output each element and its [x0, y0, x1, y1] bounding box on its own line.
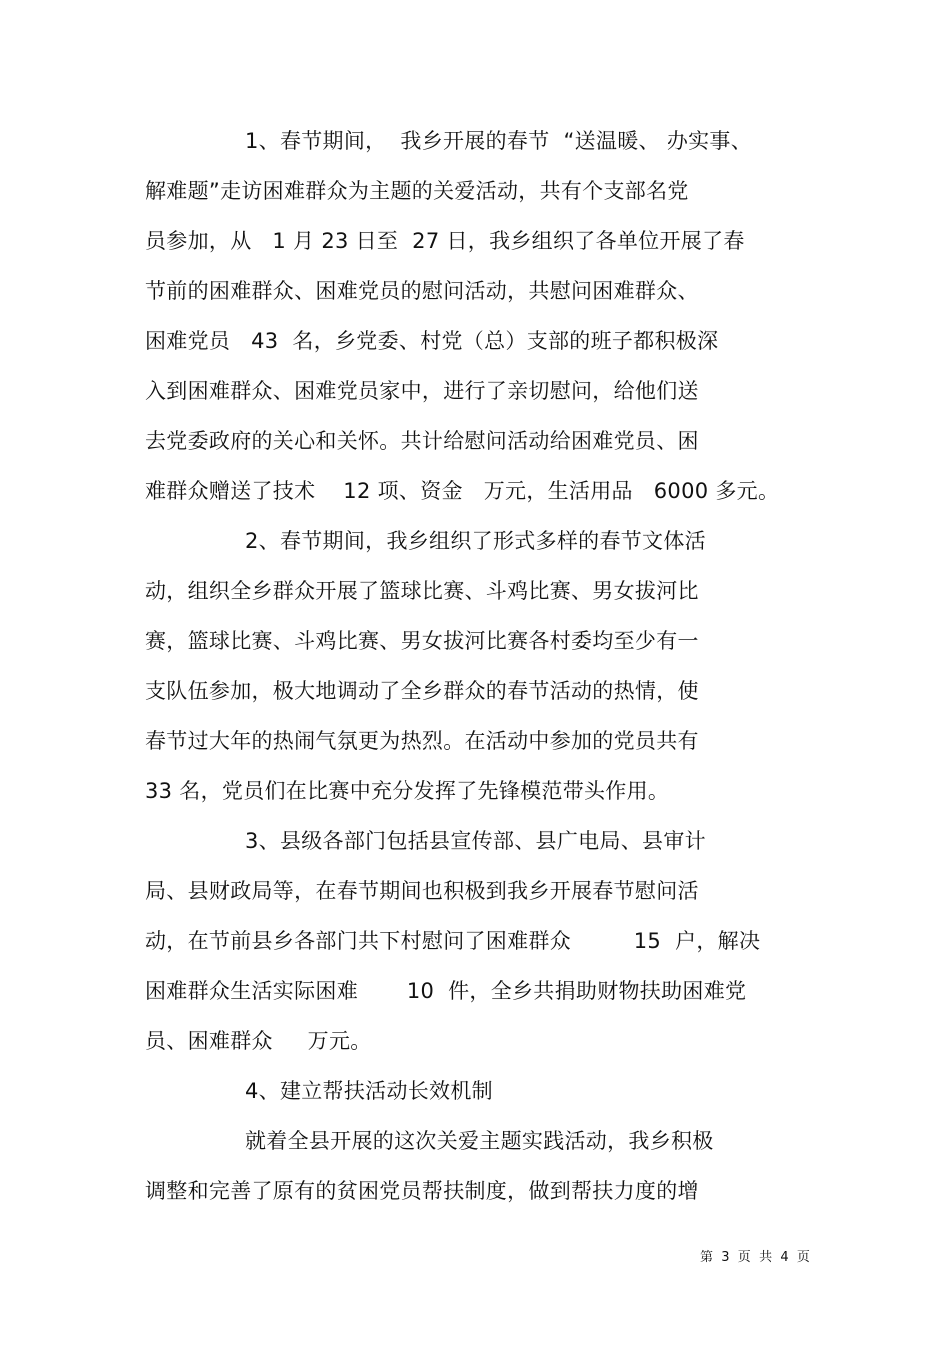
text-line: 入到困难群众、困难党员家中，进行了亲切慰问，给他们送 [145, 379, 699, 403]
text-line: 赛，篮球比赛、斗鸡比赛、男女拔河比赛各村委均至少有一 [145, 629, 699, 653]
text-line: 困难群众生活实际困难 10 件，全乡共捐助财物扶助困难党 [145, 979, 747, 1003]
text-line: 3、县级各部门包括县宣传部、县广电局、县审计 [245, 829, 706, 853]
text-line: 难群众赠送了技术 12 项、资金 万元，生活用品 6000 多元。 [145, 479, 780, 503]
text-line: 去党委政府的关心和关怀。共计给慰问活动给困难党员、困 [145, 429, 699, 453]
text-line: 员参加，从 1 月 23 日至 27 日，我乡组织了各单位开展了春 [145, 229, 745, 253]
text-line: 支队伍参加，极大地调动了全乡群众的春节活动的热情，使 [145, 679, 699, 703]
text-line: 动，组织全乡群众开展了篮球比赛、斗鸡比赛、男女拔河比 [145, 579, 699, 603]
text-line: 解难题”走访困难群众为主题的关爱活动，共有个支部名党 [145, 179, 689, 203]
text-line: 局、县财政局等，在春节期间也积极到我乡开展春节慰问活 [145, 879, 699, 903]
text-line: 困难党员 43 名，乡党委、村党（总）支部的班子都积极深 [145, 329, 719, 353]
text-line: 1、春节期间， 我乡开展的春节 “送温暖、 办实事、 [245, 129, 753, 153]
section-heading: 4、建立帮扶活动长效机制 [245, 1079, 493, 1103]
text-line: 节前的困难群众、困难党员的慰问活动，共慰问困难群众、 [145, 279, 699, 303]
text-line: 春节过大年的热闹气氛更为热烈。在活动中参加的党员共有 [145, 729, 699, 753]
text-line: 33 名，党员们在比赛中充分发挥了先锋模范带头作用。 [145, 779, 670, 803]
text-line: 就着全县开展的这次关爱主题实践活动，我乡积极 [245, 1129, 714, 1153]
text-line: 调整和完善了原有的贫困党员帮扶制度，做到帮扶力度的增 [145, 1179, 699, 1203]
page-footer: 第 3 页 共 4 页 [700, 1250, 810, 1265]
text-line: 2、春节期间，我乡组织了形式多样的春节文体活 [245, 529, 706, 553]
text-line: 员、困难群众 万元。 [145, 1029, 372, 1053]
text-line: 动，在节前县乡各部门共下村慰问了困难群众 15 户，解决 [145, 929, 761, 953]
